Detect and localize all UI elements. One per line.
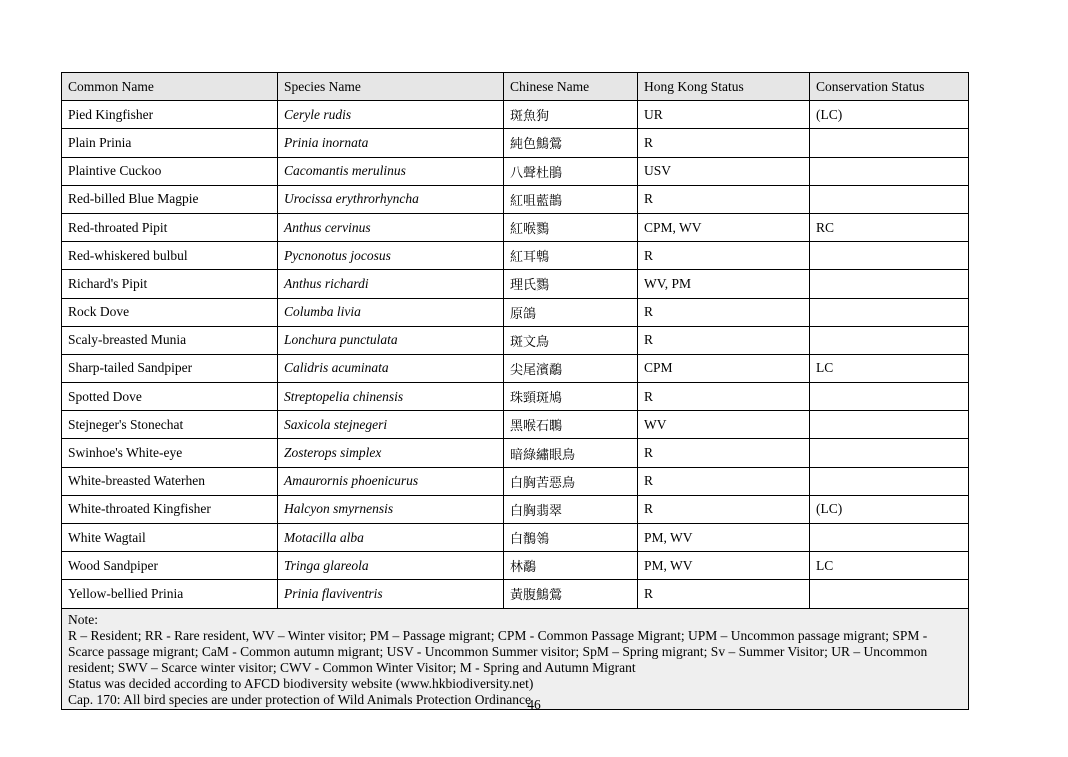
species-name-cell: Cacomantis merulinus xyxy=(278,157,504,185)
hong-kong-status-cell: R xyxy=(638,467,810,495)
table-row xyxy=(62,354,969,382)
common-name-cell: Wood Sandpiper xyxy=(62,552,278,580)
table-row xyxy=(62,411,969,439)
table-row xyxy=(62,439,969,467)
note-status-legend: R – Resident; RR - Rare resident, WV – Winter visitor; PM – Passage migrant; CPM - Common Passage Migrant; UPM – Uncommon passage migrant; SPM - Scarce passage migrant; CaM - Common autumn migrant; USV - Uncommon Summer visitor; SpM – Spring migrant; Sv – Summer Visitor; UR – Uncommon resident; SWV – Scarce winter visitor; CWV - Common Winter Visitor; M - Spring and Autumn Migrant xyxy=(68,627,928,675)
conservation-status-cell xyxy=(810,326,969,354)
hong-kong-status-cell: R xyxy=(638,129,810,157)
conservation-status-cell xyxy=(810,157,969,185)
note-heading: Note: xyxy=(68,611,98,627)
species-name-cell: Anthus richardi xyxy=(278,270,504,298)
conservation-status-cell xyxy=(810,242,969,270)
species-name-cell: Amaurornis phoenicurus xyxy=(278,467,504,495)
species-name-cell: Tringa glareola xyxy=(278,552,504,580)
common-name-cell: Plaintive Cuckoo xyxy=(62,157,278,185)
chinese-name-cell: 理氏鷚 xyxy=(504,270,638,298)
table-row xyxy=(62,298,969,326)
table-row xyxy=(62,185,969,213)
hong-kong-status-cell: PM, WV xyxy=(638,552,810,580)
common-name-cell: Red-whiskered bulbul xyxy=(62,242,278,270)
chinese-name-cell: 林鷸 xyxy=(504,552,638,580)
table-row xyxy=(62,467,969,495)
table-row xyxy=(62,580,969,608)
table-row xyxy=(62,524,969,552)
conservation-status-cell: LC xyxy=(810,354,969,382)
table-row xyxy=(62,326,969,354)
hong-kong-status-cell: CPM xyxy=(638,354,810,382)
conservation-status-cell: RC xyxy=(810,213,969,241)
table-row xyxy=(62,213,969,241)
chinese-name-cell: 紅耳鵯 xyxy=(504,242,638,270)
table-header-row xyxy=(62,73,969,101)
species-name-cell: Lonchura punctulata xyxy=(278,326,504,354)
chinese-name-cell: 紅喉鷚 xyxy=(504,213,638,241)
header-hong-kong-status: Hong Kong Status xyxy=(638,73,810,101)
species-name-cell: Prinia inornata xyxy=(278,129,504,157)
header-species-name: Species Name xyxy=(278,73,504,101)
hong-kong-status-cell: R xyxy=(638,326,810,354)
header-conservation-status: Conservation Status xyxy=(810,73,969,101)
hong-kong-status-cell: R xyxy=(638,185,810,213)
hong-kong-status-cell: WV, PM xyxy=(638,270,810,298)
chinese-name-cell: 白胸翡翠 xyxy=(504,495,638,523)
conservation-status-cell xyxy=(810,439,969,467)
hong-kong-status-cell: R xyxy=(638,580,810,608)
conservation-status-cell xyxy=(810,411,969,439)
chinese-name-cell: 斑魚狗 xyxy=(504,101,638,129)
common-name-cell: Rock Dove xyxy=(62,298,278,326)
hong-kong-status-cell: WV xyxy=(638,411,810,439)
table-row xyxy=(62,495,969,523)
conservation-status-cell xyxy=(810,270,969,298)
chinese-name-cell: 白鶺鴒 xyxy=(504,524,638,552)
common-name-cell: White Wagtail xyxy=(62,524,278,552)
species-name-cell: Anthus cervinus xyxy=(278,213,504,241)
table-row xyxy=(62,129,969,157)
species-name-cell: Halcyon smyrnensis xyxy=(278,495,504,523)
header-chinese-name: Chinese Name xyxy=(504,73,638,101)
hong-kong-status-cell: R xyxy=(638,242,810,270)
page-number: 46 xyxy=(527,697,541,712)
note-protection-ordinance: Cap. 170: All bird species are under protection of Wild Animals Protection Ordinance xyxy=(68,691,531,707)
hong-kong-status-cell: PM, WV xyxy=(638,524,810,552)
species-name-cell: Columba livia xyxy=(278,298,504,326)
chinese-name-cell: 斑文鳥 xyxy=(504,326,638,354)
conservation-status-cell: (LC) xyxy=(810,495,969,523)
common-name-cell: Pied Kingfisher xyxy=(62,101,278,129)
common-name-cell: Plain Prinia xyxy=(62,129,278,157)
table-row xyxy=(62,270,969,298)
table-row xyxy=(62,101,969,129)
chinese-name-cell: 尖尾濱鷸 xyxy=(504,354,638,382)
hong-kong-status-cell: UR xyxy=(638,101,810,129)
species-name-cell: Zosterops simplex xyxy=(278,439,504,467)
hong-kong-status-cell: USV xyxy=(638,157,810,185)
bird-species-table xyxy=(61,72,969,710)
hong-kong-status-cell: R xyxy=(638,439,810,467)
species-name-cell: Urocissa erythrorhyncha xyxy=(278,185,504,213)
species-name-cell: Prinia flaviventris xyxy=(278,580,504,608)
chinese-name-cell: 黑喉石䳭 xyxy=(504,411,638,439)
chinese-name-cell: 純色鷦鶯 xyxy=(504,129,638,157)
conservation-status-cell xyxy=(810,185,969,213)
table-row xyxy=(62,383,969,411)
table-row xyxy=(62,157,969,185)
common-name-cell: Yellow-bellied Prinia xyxy=(62,580,278,608)
conservation-status-cell xyxy=(810,129,969,157)
table-row xyxy=(62,552,969,580)
species-name-cell: Streptopelia chinensis xyxy=(278,383,504,411)
species-name-cell: Calidris acuminata xyxy=(278,354,504,382)
conservation-status-cell xyxy=(810,524,969,552)
chinese-name-cell: 八聲杜鵑 xyxy=(504,157,638,185)
chinese-name-cell: 暗綠繡眼鳥 xyxy=(504,439,638,467)
table-row xyxy=(62,242,969,270)
common-name-cell: Swinhoe's White-eye xyxy=(62,439,278,467)
table-body xyxy=(62,101,969,608)
conservation-status-cell xyxy=(810,467,969,495)
conservation-status-cell: LC xyxy=(810,552,969,580)
note-cell xyxy=(62,608,969,709)
common-name-cell: Stejneger's Stonechat xyxy=(62,411,278,439)
common-name-cell: Red-throated Pipit xyxy=(62,213,278,241)
common-name-cell: Sharp-tailed Sandpiper xyxy=(62,354,278,382)
common-name-cell: White-throated Kingfisher xyxy=(62,495,278,523)
common-name-cell: Richard's Pipit xyxy=(62,270,278,298)
note-row xyxy=(62,608,969,709)
common-name-cell: White-breasted Waterhen xyxy=(62,467,278,495)
species-name-cell: Ceryle rudis xyxy=(278,101,504,129)
chinese-name-cell: 紅咀藍鵲 xyxy=(504,185,638,213)
note-status-source: Status was decided according to AFCD biodiversity website (www.hkbiodiversity.net) xyxy=(68,675,534,691)
species-name-cell: Motacilla alba xyxy=(278,524,504,552)
common-name-cell: Scaly-breasted Munia xyxy=(62,326,278,354)
conservation-status-cell xyxy=(810,580,969,608)
common-name-cell: Spotted Dove xyxy=(62,383,278,411)
hong-kong-status-cell: R xyxy=(638,495,810,523)
hong-kong-status-cell: CPM, WV xyxy=(638,213,810,241)
conservation-status-cell xyxy=(810,383,969,411)
chinese-name-cell: 珠頸斑鳩 xyxy=(504,383,638,411)
header-common-name: Common Name xyxy=(62,73,278,101)
hong-kong-status-cell: R xyxy=(638,383,810,411)
chinese-name-cell: 黃腹鷦鶯 xyxy=(504,580,638,608)
chinese-name-cell: 白胸苦惡鳥 xyxy=(504,467,638,495)
common-name-cell: Red-billed Blue Magpie xyxy=(62,185,278,213)
species-name-cell: Saxicola stejnegeri xyxy=(278,411,504,439)
conservation-status-cell: (LC) xyxy=(810,101,969,129)
chinese-name-cell: 原鴿 xyxy=(504,298,638,326)
hong-kong-status-cell: R xyxy=(638,298,810,326)
species-name-cell: Pycnonotus jocosus xyxy=(278,242,504,270)
conservation-status-cell xyxy=(810,298,969,326)
